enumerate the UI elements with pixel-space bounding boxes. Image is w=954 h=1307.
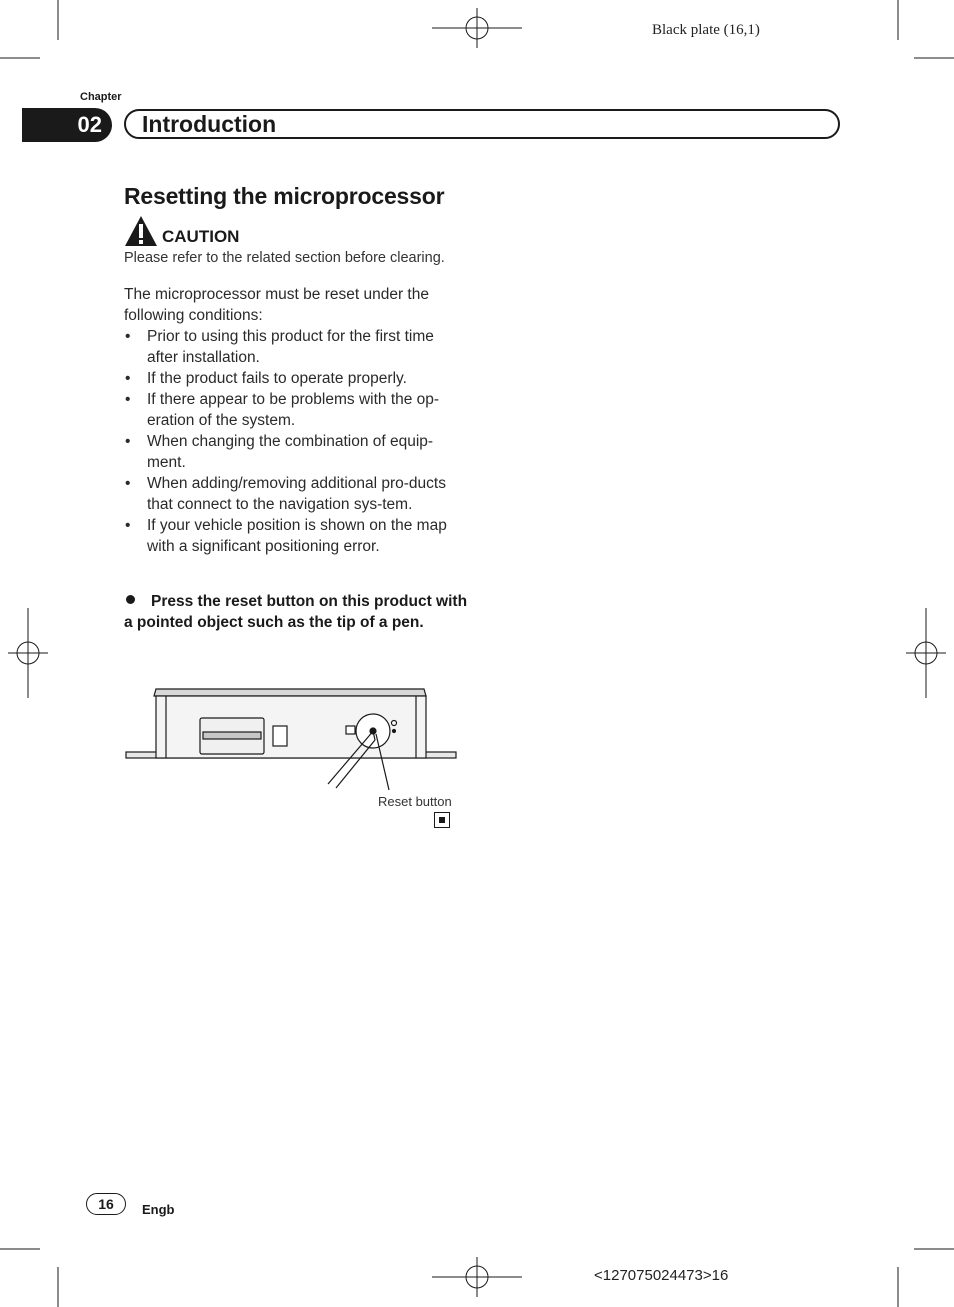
chapter-title: Introduction bbox=[142, 111, 277, 137]
caution-text: Please refer to the related section before clearing. bbox=[124, 250, 445, 266]
reset-button-label: Reset button bbox=[378, 794, 452, 809]
caution-label: CAUTION bbox=[162, 227, 240, 246]
instruction-text: Press the reset button on this product with a pointed object such as the tip of a pen. bbox=[124, 593, 468, 631]
step-bullet-icon bbox=[126, 595, 135, 604]
registration-mark-bottom bbox=[432, 1257, 522, 1297]
page-number: 16 bbox=[86, 1193, 126, 1215]
chapter-label: Chapter bbox=[80, 91, 122, 103]
registration-mark-left bbox=[8, 608, 48, 698]
conditions-list bbox=[124, 326, 469, 557]
language-code: Engb bbox=[142, 1202, 175, 1217]
list-item: • When adding/removing additional pro-ducts that connect to the navigation sys-tem. bbox=[124, 473, 469, 515]
list-item: • If your vehicle position is shown on the map with a significant positioning error. bbox=[124, 515, 469, 557]
list-item: • If there appear to be problems with the op-eration of the system. bbox=[124, 389, 469, 431]
list-item: • When changing the combination of equip-ment. bbox=[124, 431, 469, 473]
warning-triangle-icon bbox=[124, 215, 158, 247]
registration-mark-right bbox=[906, 608, 946, 698]
device-illustration bbox=[124, 684, 460, 794]
chapter-number-tab: 02 bbox=[22, 108, 112, 142]
list-item: • If the product fails to operate properly. bbox=[124, 368, 469, 389]
document-code: <127075024473>16 bbox=[594, 1267, 729, 1284]
instruction-step bbox=[124, 591, 469, 633]
list-item: • Prior to using this product for the first time after installation. bbox=[124, 326, 469, 368]
registration-mark-top bbox=[432, 8, 522, 48]
end-square-icon bbox=[434, 812, 450, 828]
reset-conditions bbox=[124, 284, 469, 557]
intro-paragraph: The microprocessor must be reset under the following conditions: bbox=[124, 286, 429, 324]
section-title: Resetting the microprocessor bbox=[124, 183, 445, 209]
plate-label: Black plate (16,1) bbox=[652, 22, 760, 38]
